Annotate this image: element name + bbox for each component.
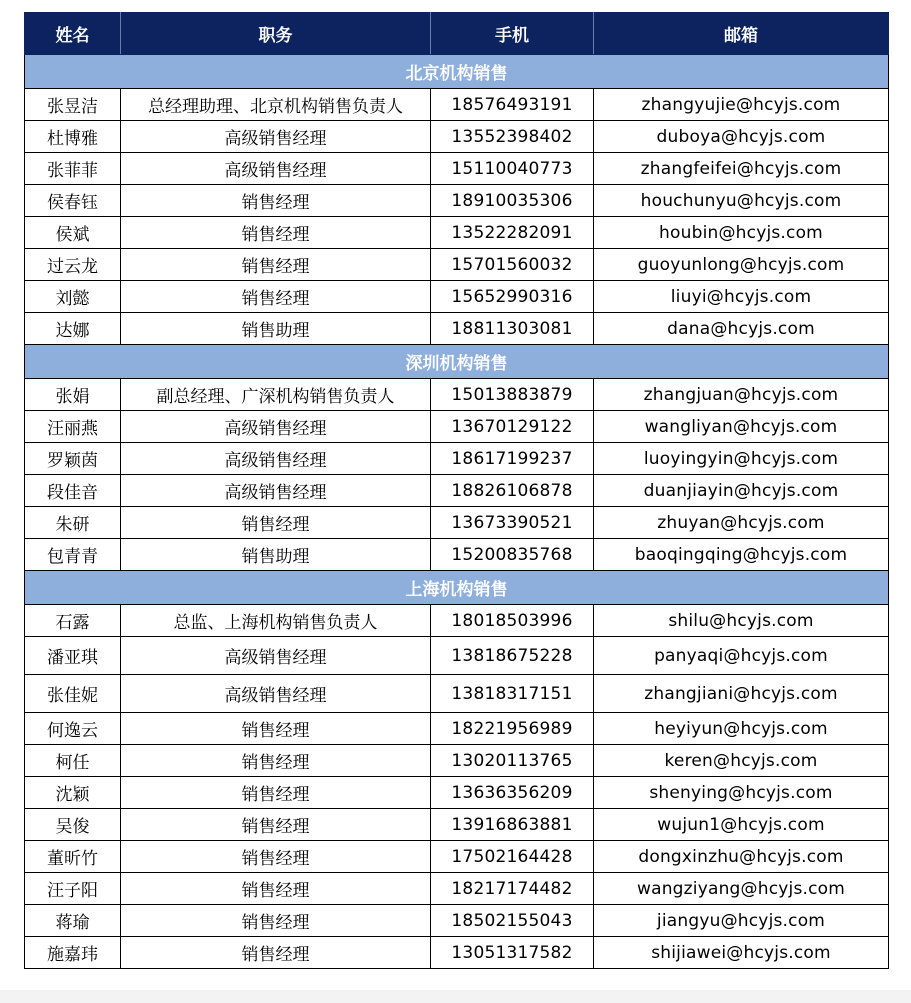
cell-phone: 13670129122 <box>431 411 594 443</box>
cell-phone: 18221956989 <box>431 713 594 745</box>
header-email: 邮箱 <box>594 13 889 55</box>
cell-title: 销售经理 <box>121 185 431 217</box>
table-row <box>25 475 889 507</box>
section-title: 深圳机构销售 <box>25 345 889 379</box>
cell-phone: 13818317151 <box>431 675 594 713</box>
cell-email: keren@hcyjs.com <box>594 745 889 777</box>
table-row <box>25 937 889 969</box>
cell-name: 张佳妮 <box>25 675 121 713</box>
cell-phone: 18217174482 <box>431 873 594 905</box>
cell-name: 吴俊 <box>25 809 121 841</box>
cell-name: 刘懿 <box>25 281 121 313</box>
cell-phone: 17502164428 <box>431 841 594 873</box>
table-row <box>25 185 889 217</box>
cell-email: shilu@hcyjs.com <box>594 605 889 637</box>
cell-name: 张菲菲 <box>25 153 121 185</box>
cell-title: 副总经理、广深机构销售负责人 <box>121 379 431 411</box>
header-name: 姓名 <box>25 13 121 55</box>
cell-title: 总经理助理、北京机构销售负责人 <box>121 89 431 121</box>
cell-title: 总监、上海机构销售负责人 <box>121 605 431 637</box>
cell-phone: 15013883879 <box>431 379 594 411</box>
cell-name: 侯春钰 <box>25 185 121 217</box>
table-row <box>25 507 889 539</box>
cell-name: 董昕竹 <box>25 841 121 873</box>
cell-name: 汪子阳 <box>25 873 121 905</box>
table-row <box>25 809 889 841</box>
header-row <box>25 13 889 55</box>
cell-name: 张昱洁 <box>25 89 121 121</box>
cell-email: baoqingqing@hcyjs.com <box>594 539 889 571</box>
table-row <box>25 873 889 905</box>
header-title: 职务 <box>121 13 431 55</box>
cell-title: 销售经理 <box>121 745 431 777</box>
cell-name: 侯斌 <box>25 217 121 249</box>
cell-name: 汪丽燕 <box>25 411 121 443</box>
table-row <box>25 443 889 475</box>
cell-name: 达娜 <box>25 313 121 345</box>
section-header-row <box>25 571 889 605</box>
sales-contacts-table <box>24 12 889 969</box>
cell-email: shijiawei@hcyjs.com <box>594 937 889 969</box>
cell-title: 销售经理 <box>121 507 431 539</box>
cell-name: 张娟 <box>25 379 121 411</box>
cell-email: panyaqi@hcyjs.com <box>594 637 889 675</box>
cell-title: 销售助理 <box>121 539 431 571</box>
cell-email: zhangyujie@hcyjs.com <box>594 89 889 121</box>
cell-email: zhangfeifei@hcyjs.com <box>594 153 889 185</box>
cell-email: dongxinzhu@hcyjs.com <box>594 841 889 873</box>
cell-title: 销售经理 <box>121 937 431 969</box>
cell-phone: 13916863881 <box>431 809 594 841</box>
cell-title: 高级销售经理 <box>121 675 431 713</box>
cell-title: 高级销售经理 <box>121 153 431 185</box>
table-row <box>25 411 889 443</box>
cell-phone: 18811303081 <box>431 313 594 345</box>
cell-phone: 18576493191 <box>431 89 594 121</box>
cell-email: wujun1@hcyjs.com <box>594 809 889 841</box>
cell-email: jiangyu@hcyjs.com <box>594 905 889 937</box>
cell-phone: 18018503996 <box>431 605 594 637</box>
cell-email: heyiyun@hcyjs.com <box>594 713 889 745</box>
cell-email: zhuyan@hcyjs.com <box>594 507 889 539</box>
cell-title: 销售经理 <box>121 777 431 809</box>
cell-title: 高级销售经理 <box>121 443 431 475</box>
table-row <box>25 281 889 313</box>
cell-phone: 18826106878 <box>431 475 594 507</box>
cell-name: 石露 <box>25 605 121 637</box>
cell-phone: 15652990316 <box>431 281 594 313</box>
table-row <box>25 675 889 713</box>
cell-phone: 13818675228 <box>431 637 594 675</box>
cell-title: 销售经理 <box>121 249 431 281</box>
table-header <box>25 13 889 55</box>
cell-phone: 13673390521 <box>431 507 594 539</box>
cell-email: houbin@hcyjs.com <box>594 217 889 249</box>
cell-email: luoyingyin@hcyjs.com <box>594 443 889 475</box>
cell-title: 销售经理 <box>121 809 431 841</box>
table-row <box>25 89 889 121</box>
section-title: 上海机构销售 <box>25 571 889 605</box>
table-row <box>25 745 889 777</box>
cell-phone: 18502155043 <box>431 905 594 937</box>
cell-name: 蒋瑜 <box>25 905 121 937</box>
table-body <box>25 55 889 969</box>
cell-name: 过云龙 <box>25 249 121 281</box>
cell-title: 高级销售经理 <box>121 121 431 153</box>
cell-title: 销售助理 <box>121 313 431 345</box>
cell-name: 沈颖 <box>25 777 121 809</box>
cell-phone: 13522282091 <box>431 217 594 249</box>
cell-email: wangziyang@hcyjs.com <box>594 873 889 905</box>
contacts-table-container <box>24 12 888 969</box>
cell-email: zhangjiani@hcyjs.com <box>594 675 889 713</box>
cell-title: 销售经理 <box>121 281 431 313</box>
cell-name: 罗颖茵 <box>25 443 121 475</box>
cell-name: 潘亚琪 <box>25 637 121 675</box>
cell-phone: 18617199237 <box>431 443 594 475</box>
cell-email: dana@hcyjs.com <box>594 313 889 345</box>
cell-email: duboya@hcyjs.com <box>594 121 889 153</box>
cell-name: 杜博雅 <box>25 121 121 153</box>
table-row <box>25 217 889 249</box>
cell-title: 销售经理 <box>121 713 431 745</box>
table-row <box>25 379 889 411</box>
cell-phone: 15701560032 <box>431 249 594 281</box>
cell-name: 段佳音 <box>25 475 121 507</box>
cell-email: wangliyan@hcyjs.com <box>594 411 889 443</box>
section-header-row <box>25 345 889 379</box>
cell-name: 施嘉玮 <box>25 937 121 969</box>
page-bottom-strip <box>0 990 911 1003</box>
table-row <box>25 121 889 153</box>
table-row <box>25 313 889 345</box>
cell-name: 包青青 <box>25 539 121 571</box>
table-row <box>25 905 889 937</box>
table-row <box>25 713 889 745</box>
table-row <box>25 777 889 809</box>
cell-title: 高级销售经理 <box>121 637 431 675</box>
cell-phone: 13020113765 <box>431 745 594 777</box>
table-row <box>25 605 889 637</box>
cell-email: guoyunlong@hcyjs.com <box>594 249 889 281</box>
cell-title: 销售经理 <box>121 873 431 905</box>
table-row <box>25 539 889 571</box>
cell-name: 柯任 <box>25 745 121 777</box>
cell-title: 销售经理 <box>121 217 431 249</box>
cell-email: houchunyu@hcyjs.com <box>594 185 889 217</box>
cell-title: 销售经理 <box>121 841 431 873</box>
cell-phone: 13051317582 <box>431 937 594 969</box>
cell-name: 何逸云 <box>25 713 121 745</box>
section-title: 北京机构销售 <box>25 55 889 89</box>
cell-name: 朱研 <box>25 507 121 539</box>
table-row <box>25 637 889 675</box>
section-header-row <box>25 55 889 89</box>
table-row <box>25 841 889 873</box>
cell-email: duanjiayin@hcyjs.com <box>594 475 889 507</box>
header-phone: 手机 <box>431 13 594 55</box>
cell-title: 销售经理 <box>121 905 431 937</box>
cell-title: 高级销售经理 <box>121 475 431 507</box>
cell-title: 高级销售经理 <box>121 411 431 443</box>
cell-phone: 18910035306 <box>431 185 594 217</box>
table-row <box>25 153 889 185</box>
cell-phone: 15110040773 <box>431 153 594 185</box>
cell-email: zhangjuan@hcyjs.com <box>594 379 889 411</box>
cell-email: liuyi@hcyjs.com <box>594 281 889 313</box>
table-row <box>25 249 889 281</box>
cell-phone: 15200835768 <box>431 539 594 571</box>
cell-phone: 13636356209 <box>431 777 594 809</box>
cell-email: shenying@hcyjs.com <box>594 777 889 809</box>
cell-phone: 13552398402 <box>431 121 594 153</box>
